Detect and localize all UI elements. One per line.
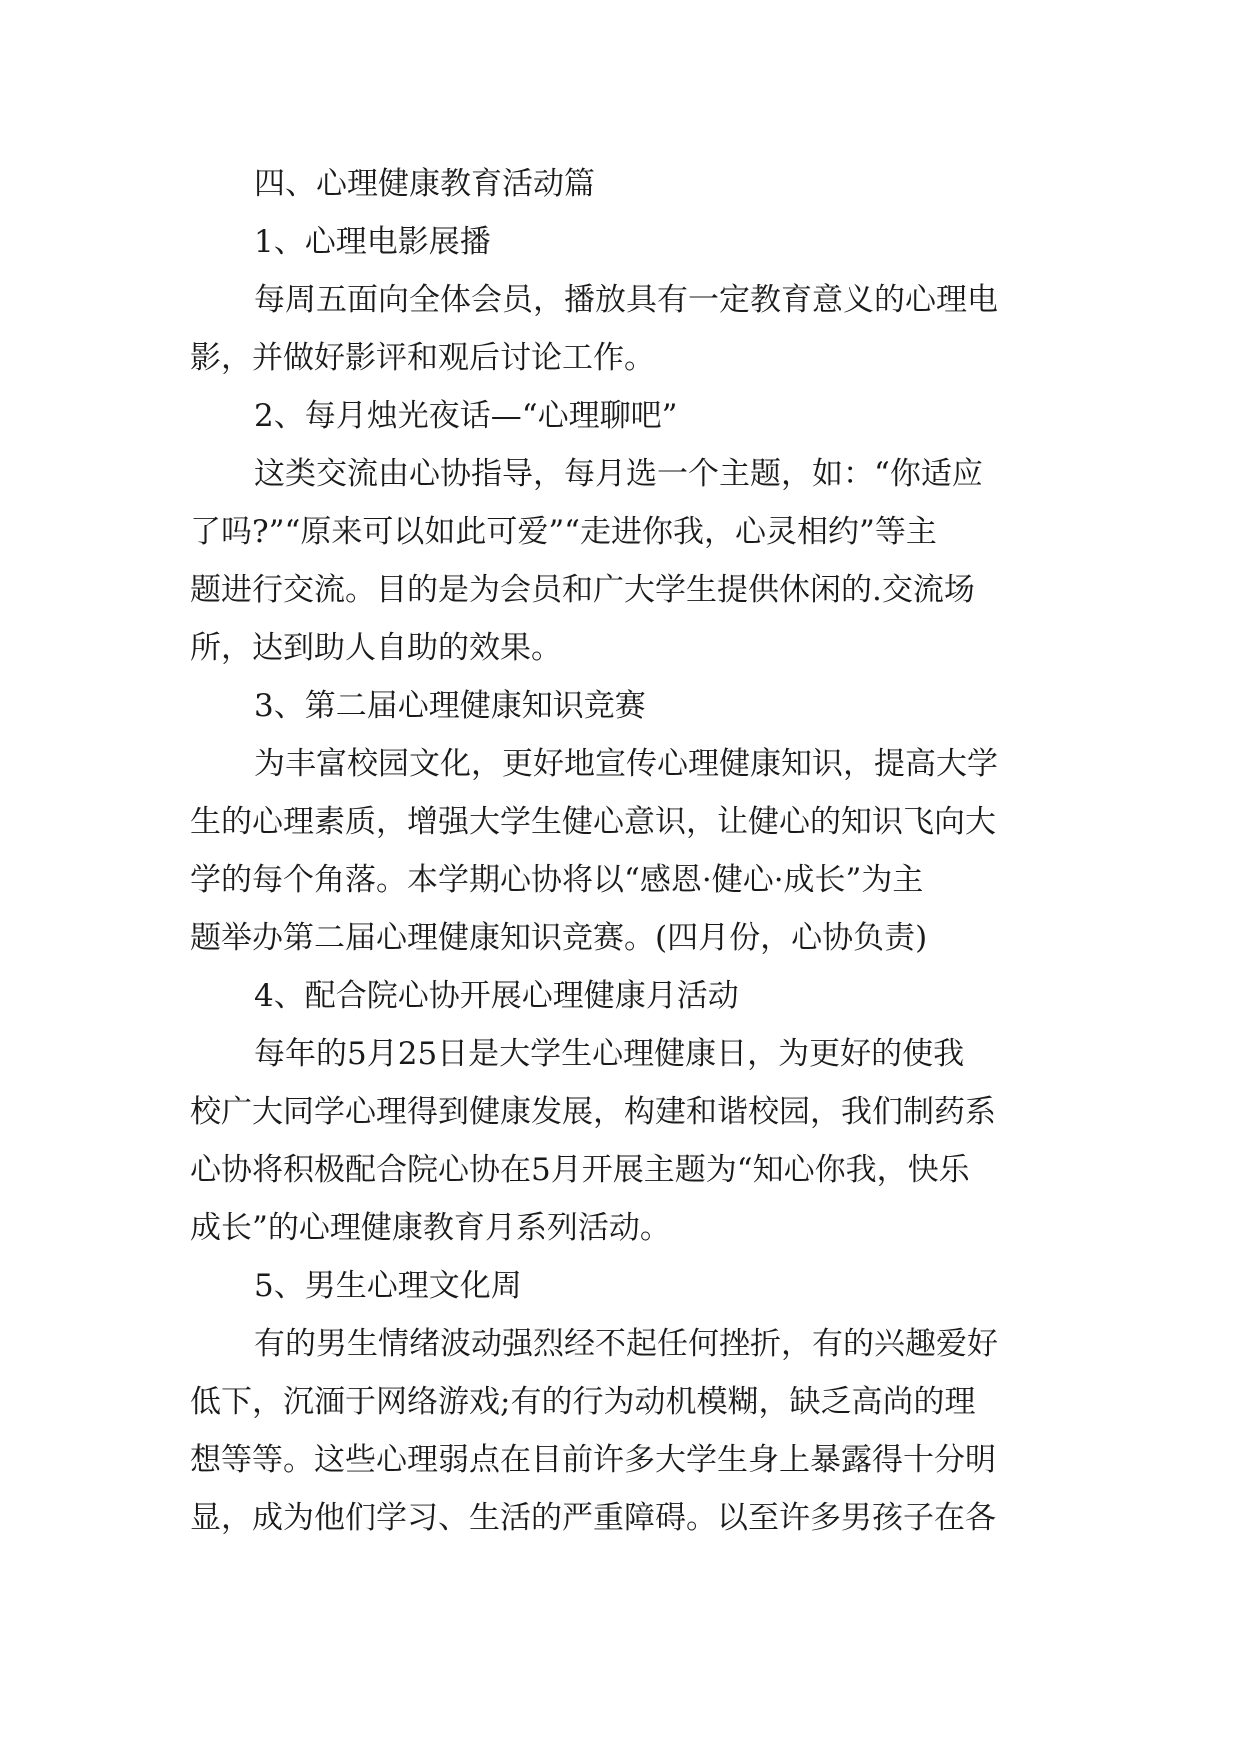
- paragraph-line: 有的男生情绪波动强烈经不起任何挫折，有的兴趣爱好: [254, 1326, 998, 1362]
- paragraph-line: 每年的5月25日是大学生心理健康日，为更好的使我: [254, 1036, 965, 1072]
- paragraph-line: 为丰富校园文化，更好地宣传心理健康知识，提高大学: [254, 746, 998, 782]
- item-heading-1: 1、心理电影展播: [254, 224, 491, 260]
- paragraph-line: 影，并做好影评和观后讨论工作。: [190, 340, 655, 376]
- paragraph-line: 每周五面向全体会员，播放具有一定教育意义的心理电: [254, 282, 998, 318]
- paragraph-line: 低下，沉湎于网络游戏;有的行为动机模糊，缺乏高尚的理: [190, 1384, 976, 1420]
- paragraph-line: 题举办第二届心理健康知识竞赛。(四月份，心协负责): [190, 920, 928, 956]
- paragraph-line: 心协将积极配合院心协在5月开展主题为“知心你我，快乐: [190, 1152, 970, 1188]
- paragraph-line: 学的每个角落。本学期心协将以“感恩·健心·成长”为主: [190, 862, 924, 898]
- paragraph-line: 想等等。这些心理弱点在目前许多大学生身上暴露得十分明: [190, 1442, 996, 1478]
- paragraph-line: 成长”的心理健康教育月系列活动。: [190, 1210, 671, 1246]
- paragraph-line: 了吗?”“原来可以如此可爱”“走进你我，心灵相约”等主: [190, 514, 937, 550]
- paragraph-line: 生的心理素质，增强大学生健心意识，让健心的知识飞向大: [190, 804, 996, 840]
- paragraph-line: 校广大同学心理得到健康发展，构建和谐校园，我们制药系: [190, 1094, 996, 1130]
- paragraph-line: 题进行交流。目的是为会员和广大学生提供休闲的.交流场: [190, 572, 975, 608]
- item-heading-3: 3、第二届心理健康知识竞赛: [254, 688, 646, 724]
- item-heading-4: 4、配合院心协开展心理健康月活动: [254, 978, 739, 1014]
- section-heading: 四、心理健康教育活动篇: [254, 166, 595, 202]
- item-heading-5: 5、男生心理文化周: [254, 1268, 522, 1304]
- paragraph-line: 这类交流由心协指导，每月选一个主题，如：“你适应: [254, 456, 983, 492]
- paragraph-line: 所，达到助人自助的效果。: [190, 630, 562, 666]
- item-heading-2: 2、每月烛光夜话—“心理聊吧”: [254, 398, 678, 434]
- paragraph-line: 显，成为他们学习、生活的严重障碍。以至许多男孩子在各: [190, 1500, 996, 1536]
